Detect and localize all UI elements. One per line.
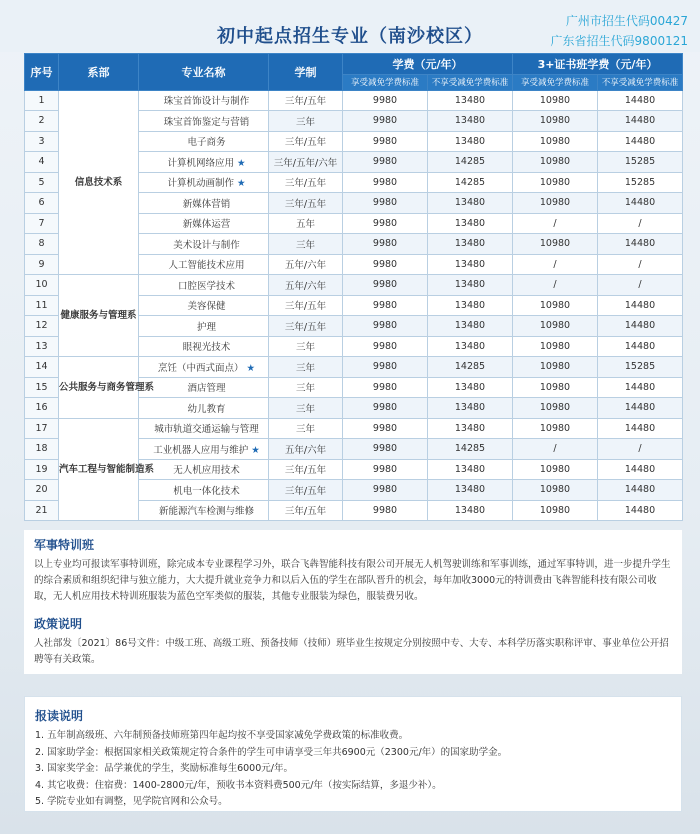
major-label: 口腔医学技术 xyxy=(177,280,235,292)
fee-free: 9980 xyxy=(343,234,428,255)
major-label: 新媒体运营 xyxy=(182,219,231,231)
fee-not-free: 13480 xyxy=(428,398,513,419)
table-row xyxy=(25,357,683,378)
cert-fee-not-free: / xyxy=(598,439,683,460)
row-number: 4 xyxy=(25,152,59,173)
fee-free: 9980 xyxy=(343,213,428,234)
row-number: 11 xyxy=(25,295,59,316)
fee-free: 9980 xyxy=(343,439,428,460)
row-number: 3 xyxy=(25,131,59,152)
cert-fee-free: 10980 xyxy=(513,90,598,111)
cert-fee-free: 10980 xyxy=(513,480,598,501)
cert-fee-free: / xyxy=(513,439,598,460)
cert-fee-not-free: 14480 xyxy=(598,377,683,398)
major-label: 眼视光技术 xyxy=(182,342,231,354)
policy-section xyxy=(24,609,682,674)
row-number: 18 xyxy=(25,439,59,460)
fee-free: 9980 xyxy=(343,418,428,439)
fee-not-free: 13480 xyxy=(428,500,513,521)
major-label: 幼儿教育 xyxy=(187,403,226,415)
study-duration: 三年 xyxy=(269,377,343,398)
study-duration: 三年/五年 xyxy=(269,500,343,521)
cert-fee-free: 10980 xyxy=(513,172,598,193)
cert-fee-free: 10980 xyxy=(513,152,598,173)
fee-not-free: 13480 xyxy=(428,480,513,501)
guangdong-enrollment-code: 广东省招生代码9800121 xyxy=(550,34,688,48)
fee-free: 9980 xyxy=(343,90,428,111)
study-duration: 三年/五年 xyxy=(269,131,343,152)
major-name xyxy=(139,254,269,275)
row-number: 14 xyxy=(25,357,59,378)
department-name: 公共服务与商务管理系 xyxy=(59,357,139,419)
major-name xyxy=(139,480,269,501)
study-duration: 三年 xyxy=(269,336,343,357)
header-seq: 序号 xyxy=(25,54,59,91)
cert-fee-free: 10980 xyxy=(513,398,598,419)
fee-not-free: 13480 xyxy=(428,418,513,439)
cert-fee-not-free: 14480 xyxy=(598,316,683,337)
cert-fee-free: 10980 xyxy=(513,316,598,337)
major-label: 护理 xyxy=(196,321,216,333)
fee-not-free: 13480 xyxy=(428,131,513,152)
fee-free: 9980 xyxy=(343,398,428,419)
fee-not-free: 14285 xyxy=(428,152,513,173)
major-label: 美术设计与制作 xyxy=(173,239,240,251)
note-item: 2. 国家助学金：根据国家相关政策规定符合条件的学生可申请享受三年共6900元（2300元/年）的国家助学金。 xyxy=(35,746,508,758)
table-row xyxy=(25,418,683,439)
cert-fee-free: 10980 xyxy=(513,418,598,439)
major-name xyxy=(139,213,269,234)
major-label: 珠宝首饰设计与制作 xyxy=(163,96,250,108)
row-number: 15 xyxy=(25,377,59,398)
fee-not-free: 13480 xyxy=(428,459,513,480)
cert-fee-not-free: / xyxy=(598,254,683,275)
majors-table-body xyxy=(25,90,683,521)
row-number: 9 xyxy=(25,254,59,275)
fee-not-free: 13480 xyxy=(428,193,513,214)
major-name xyxy=(139,500,269,521)
major-name xyxy=(139,193,269,214)
major-label: 人工智能技术应用 xyxy=(168,260,245,272)
study-duration: 三年 xyxy=(269,418,343,439)
cert-fee-not-free: 14480 xyxy=(598,295,683,316)
cert-fee-not-free: 15285 xyxy=(598,172,683,193)
fee-not-free: 14285 xyxy=(428,357,513,378)
cert-fee-free: 10980 xyxy=(513,377,598,398)
cert-fee-free: 10980 xyxy=(513,234,598,255)
row-number: 21 xyxy=(25,500,59,521)
major-name xyxy=(139,111,269,132)
star-icon: ★ xyxy=(236,178,246,190)
major-label: 城市轨道交通运输与管理 xyxy=(154,424,259,436)
star-icon: ★ xyxy=(236,157,246,169)
major-name xyxy=(139,336,269,357)
fee-not-free: 13480 xyxy=(428,275,513,296)
major-label: 无人机应用技术 xyxy=(173,465,240,477)
row-number: 17 xyxy=(25,418,59,439)
row-number: 5 xyxy=(25,172,59,193)
major-name xyxy=(139,172,269,193)
major-name xyxy=(139,316,269,337)
fee-free: 9980 xyxy=(343,131,428,152)
row-number: 10 xyxy=(25,275,59,296)
star-icon: ★ xyxy=(251,444,260,456)
study-duration: 三年/五年 xyxy=(269,90,343,111)
cert-fee-free: 10980 xyxy=(513,131,598,152)
cert-fee-free: 10980 xyxy=(513,357,598,378)
major-label: 计算机网络应用 xyxy=(167,157,234,169)
major-label: 美容保健 xyxy=(187,301,226,313)
fee-free: 9980 xyxy=(343,357,428,378)
row-number: 20 xyxy=(25,480,59,501)
study-duration: 三年/五年 xyxy=(269,193,343,214)
row-number: 19 xyxy=(25,459,59,480)
major-name xyxy=(139,90,269,111)
header-dept: 系部 xyxy=(59,54,139,91)
cert-fee-not-free: 14480 xyxy=(598,398,683,419)
major-name xyxy=(139,357,269,378)
fee-free: 9980 xyxy=(343,336,428,357)
row-number: 12 xyxy=(25,316,59,337)
header-fee: 学费（元/年） xyxy=(343,54,513,75)
study-duration: 三年/五年/六年 xyxy=(269,152,343,173)
study-duration: 三年 xyxy=(269,234,343,255)
cert-fee-free: 10980 xyxy=(513,295,598,316)
major-name xyxy=(139,459,269,480)
cert-fee-free: / xyxy=(513,213,598,234)
guangzhou-enrollment-code: 广州市招生代码00427 xyxy=(565,14,688,28)
cert-fee-not-free: 14480 xyxy=(598,418,683,439)
fee-free: 9980 xyxy=(343,316,428,337)
table-row xyxy=(25,90,683,111)
policy-title: 政策说明 xyxy=(34,617,83,631)
major-name xyxy=(139,418,269,439)
header-major: 专业名称 xyxy=(139,54,269,91)
major-name xyxy=(139,275,269,296)
fee-not-free: 13480 xyxy=(428,254,513,275)
fee-free: 9980 xyxy=(343,377,428,398)
fee-free: 9980 xyxy=(343,254,428,275)
row-number: 16 xyxy=(25,398,59,419)
cert-fee-not-free: / xyxy=(598,275,683,296)
military-title: 军事特训班 xyxy=(34,538,95,552)
major-label: 珠宝首饰鉴定与营销 xyxy=(163,116,250,128)
header-fee-free: 享受减免学费标准 xyxy=(343,74,428,90)
study-duration: 三年/五年 xyxy=(269,172,343,193)
cert-fee-not-free: 14480 xyxy=(598,336,683,357)
fee-free: 9980 xyxy=(343,459,428,480)
study-duration: 三年 xyxy=(269,357,343,378)
note-item: 3. 国家奖学金：品学兼优的学生，奖励标准每生6000元/年。 xyxy=(35,763,293,774)
major-label: 计算机动画制作 xyxy=(167,178,234,190)
fee-free: 9980 xyxy=(343,172,428,193)
cert-fee-free: 10980 xyxy=(513,336,598,357)
row-number: 6 xyxy=(25,193,59,214)
table-row xyxy=(25,275,683,296)
major-label: 电子商务 xyxy=(187,137,226,149)
study-duration: 三年/五年 xyxy=(269,295,343,316)
fee-not-free: 14285 xyxy=(428,439,513,460)
cert-fee-not-free: 14480 xyxy=(598,459,683,480)
study-duration: 三年 xyxy=(269,398,343,419)
study-duration: 三年/五年 xyxy=(269,316,343,337)
page-title: 初中起点招生专业（南沙校区） xyxy=(217,26,483,47)
study-duration: 三年/五年 xyxy=(269,480,343,501)
study-duration: 三年 xyxy=(269,111,343,132)
major-name xyxy=(139,131,269,152)
major-label: 新能源汽车检测与维修 xyxy=(158,506,254,518)
study-duration: 三年/五年 xyxy=(269,459,343,480)
cert-fee-free: 10980 xyxy=(513,111,598,132)
note-item: 5. 学院专业如有调整，见学院官网和公众号。 xyxy=(35,796,228,807)
fee-free: 9980 xyxy=(343,295,428,316)
cert-fee-free: 10980 xyxy=(513,500,598,521)
study-duration: 五年/六年 xyxy=(269,275,343,296)
fee-not-free: 13480 xyxy=(428,336,513,357)
major-name xyxy=(139,398,269,419)
row-number: 7 xyxy=(25,213,59,234)
study-duration: 五年/六年 xyxy=(269,254,343,275)
fee-not-free: 13480 xyxy=(428,295,513,316)
fee-not-free: 13480 xyxy=(428,111,513,132)
header-fee-not-free: 不享受减免学费标准 xyxy=(428,74,513,90)
department-name: 汽车工程与智能制造系 xyxy=(59,418,139,521)
policy-body: 人社部发〔2021〕86号文件：中级工班、高级工班、预备技师（技师）班毕业生按规定分别按照中专、大专、本科学历落实职称评审、事业单位公开招聘等有关政策。 xyxy=(34,638,669,665)
study-duration: 五年/六年 xyxy=(269,439,343,460)
military-section xyxy=(24,530,682,612)
major-name xyxy=(139,295,269,316)
fee-not-free: 14285 xyxy=(428,172,513,193)
study-duration: 五年 xyxy=(269,213,343,234)
header xyxy=(0,0,700,52)
fee-not-free: 13480 xyxy=(428,90,513,111)
department-name: 信息技术系 xyxy=(59,90,139,275)
cert-fee-not-free: 15285 xyxy=(598,357,683,378)
major-name xyxy=(139,234,269,255)
notes-section xyxy=(24,696,682,812)
major-label: 新媒体营销 xyxy=(182,198,231,210)
header-cert-free: 享受减免学费标准 xyxy=(513,74,598,90)
star-icon: ★ xyxy=(246,362,256,374)
fee-not-free: 13480 xyxy=(428,234,513,255)
fee-not-free: 13480 xyxy=(428,316,513,337)
cert-fee-free: 10980 xyxy=(513,459,598,480)
major-name xyxy=(139,152,269,173)
row-number: 8 xyxy=(25,234,59,255)
fee-free: 9980 xyxy=(343,193,428,214)
note-item: 4. 其它收费：住宿费：1400-2800元/年，预收书本资料费500元/年（按实际结算，多退少补）。 xyxy=(35,779,442,791)
fee-free: 9980 xyxy=(343,275,428,296)
cert-fee-not-free: 14480 xyxy=(598,234,683,255)
cert-fee-free: / xyxy=(513,275,598,296)
row-number: 13 xyxy=(25,336,59,357)
fee-free: 9980 xyxy=(343,152,428,173)
fee-free: 9980 xyxy=(343,111,428,132)
fee-free: 9980 xyxy=(343,480,428,501)
major-label: 工业机器人应用与维护 xyxy=(153,444,249,456)
cert-fee-not-free: 14480 xyxy=(598,111,683,132)
cert-fee-free: 10980 xyxy=(513,193,598,214)
row-number: 2 xyxy=(25,111,59,132)
header-system: 学制 xyxy=(269,54,343,91)
cert-fee-not-free: 15285 xyxy=(598,152,683,173)
note-item: 1. 五年制高级班、六年制预备技师班第四年起均按不享受国家减免学费政策的标准收费。 xyxy=(35,730,409,741)
major-label: 烹饪（中西式面点） xyxy=(157,362,244,374)
cert-fee-free: / xyxy=(513,254,598,275)
cert-fee-not-free: 14480 xyxy=(598,480,683,501)
major-label: 酒店管理 xyxy=(187,383,226,395)
department-name: 健康服务与管理系 xyxy=(59,275,139,357)
fee-free: 9980 xyxy=(343,500,428,521)
header-cert-fee: 3+证书班学费（元/年） xyxy=(513,54,683,75)
cert-fee-not-free: 14480 xyxy=(598,90,683,111)
cert-fee-not-free: / xyxy=(598,213,683,234)
fee-not-free: 13480 xyxy=(428,377,513,398)
cert-fee-not-free: 14480 xyxy=(598,131,683,152)
cert-fee-not-free: 14480 xyxy=(598,193,683,214)
notes-title: 报读说明 xyxy=(35,709,84,723)
fee-not-free: 13480 xyxy=(428,213,513,234)
major-label: 机电一体化技术 xyxy=(173,485,240,497)
majors-table xyxy=(24,53,683,521)
cert-fee-not-free: 14480 xyxy=(598,500,683,521)
row-number: 1 xyxy=(25,90,59,111)
header-cert-not-free: 不享受减免学费标准 xyxy=(598,74,683,90)
major-name xyxy=(139,439,269,460)
major-name xyxy=(139,377,269,398)
military-body: 以上专业均可报读军事特训班，除完成本专业课程学习外，联合飞犇智能科技有限公司开展无人机驾驶训练和军事训练，通过军事特训，进一步提升学生的综合素质和组织纪律与独立能力，大大提升就业竞争力和以后入伍的学生在部队晋升的机会，每年加收3000元的特训费由飞犇智能科技有限公司收取，无人机应用技术特训班服装为蓝色空军类似的服装，其他专业服装为绿色，服装费另收。 xyxy=(34,559,671,602)
